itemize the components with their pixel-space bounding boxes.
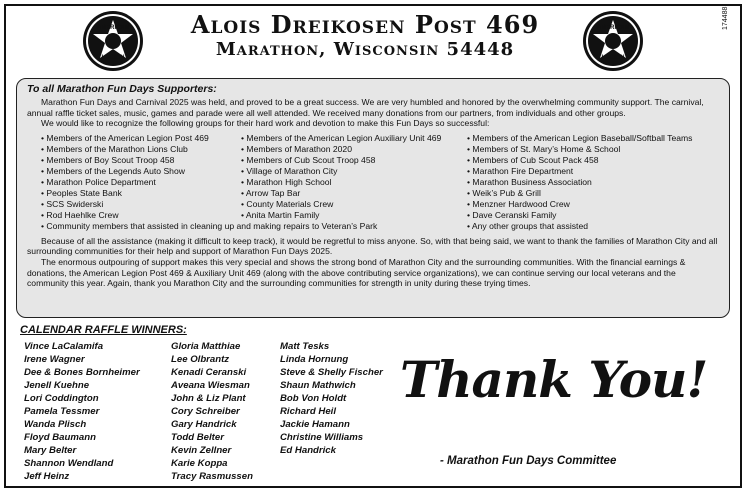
- list-item: • SCS Swiderski: [41, 199, 241, 210]
- winner-name: Tracy Rasmussen: [171, 471, 253, 482]
- list-item: • Arrow Tap Bar: [241, 188, 467, 199]
- winner-name: Floyd Baumann: [24, 432, 96, 443]
- winners-column-2: [171, 340, 253, 483]
- thank-you-script: Thank You!: [400, 350, 708, 409]
- list-item: • Members of the Marathon Lions Club: [41, 144, 241, 155]
- winner-name: Dee & Bones Bornheimer: [24, 367, 140, 378]
- winner-name: Shaun Mathwich: [280, 380, 356, 391]
- list-item: • Members of Cub Scout Pack 458: [467, 155, 707, 166]
- winner-name: Vince LaCalamifa: [24, 341, 104, 352]
- list-item: • Dave Ceranski Family: [467, 210, 707, 221]
- winner-name: John & Liz Plant: [171, 393, 246, 404]
- list-item: • Members of Boy Scout Troop 458: [41, 155, 241, 166]
- winner-name: Aveana Wiesman: [171, 380, 250, 391]
- winner-name: Kevin Zellner: [171, 445, 232, 456]
- winner-name: Gloria Matthiae: [171, 341, 241, 352]
- list-item: • Community members that assisted in cleaning up and making repairs to Veteran’s Park: [41, 221, 241, 232]
- list-item: • Anita Martin Family: [241, 210, 467, 221]
- emblem-bottom-text-left: LEGION: [101, 55, 125, 61]
- winners-heading: CALENDAR RAFFLE WINNERS:: [20, 324, 187, 336]
- winner-name: Ed Handrick: [280, 445, 336, 456]
- list-item: • Marathon Fire Department: [467, 166, 707, 177]
- winner-name: Jackie Hamann: [280, 419, 350, 430]
- winner-name: Jenell Kuehne: [24, 380, 90, 391]
- post-location: Marathon, Wisconsin 54448: [215, 39, 515, 60]
- list-item: • Members of Marathon 2020: [241, 144, 467, 155]
- list-item: • Members of the Legends Auto Show: [41, 166, 241, 177]
- winner-name: Christine Williams: [280, 432, 364, 443]
- winner-name: Shannon Wendland: [24, 458, 114, 469]
- groups-column-2: [241, 133, 467, 232]
- list-item: • Members of St. Mary’s Home & School: [467, 144, 707, 155]
- list-item: • Marathon Business Association: [467, 177, 707, 188]
- winner-name: Wanda Plisch: [24, 419, 87, 430]
- winner-name: Gary Handrick: [171, 419, 237, 430]
- emblem-top-text-left: AMERICAN: [96, 25, 130, 31]
- list-item: • Members of the American Legion Baseball/Softball Teams: [467, 133, 707, 144]
- groups-list: [41, 133, 719, 232]
- list-item: • Weik’s Pub & Grill: [467, 188, 707, 199]
- list-item: • Any other groups that assisted: [467, 221, 707, 232]
- list-item: • Members of the American Legion Auxiliary Unit 469: [241, 133, 467, 144]
- list-item: • County Materials Crew: [241, 199, 467, 210]
- list-item: • Rod Haehlke Crew: [41, 210, 241, 221]
- winner-name: Irene Wagner: [24, 354, 85, 365]
- list-item: • Members of the American Legion Post 469: [41, 133, 241, 144]
- winner-name: Kenadi Ceranski: [171, 367, 247, 378]
- winner-name: Steve & Shelly Fischer: [280, 367, 383, 378]
- groups-column-3: [467, 133, 707, 232]
- list-item: • Peoples State Bank: [41, 188, 241, 199]
- winner-name: Pamela Tessmer: [24, 406, 100, 417]
- winner-name: Linda Hornung: [280, 354, 349, 365]
- winner-name: Lee Olbrantz: [171, 354, 230, 365]
- winners-column-3: [280, 340, 383, 457]
- post-title: Alois Dreikosen Post 469: [190, 10, 540, 39]
- emblem-bottom-text-right: LEGION: [601, 55, 625, 61]
- list-item: • Village of Marathon City: [241, 166, 467, 177]
- letter-intro: Marathon Fun Days and Carnival 2025 was held, and proved to be a great success. We are very humbled and honored by the overwhelming community support. The carnival, annual raffle ticket sales, music, games and parade were all well attended. We received many donations from our partners, from individuals and other groups.: [27, 97, 704, 118]
- winner-name: Bob Von Holdt: [280, 393, 347, 404]
- winner-name: Jeff Heinz: [24, 471, 70, 482]
- winners-column-1: [24, 340, 140, 483]
- list-item: • Members of Cub Scout Troop 458: [241, 155, 467, 166]
- letter-closing-2: The enormous outpouring of support makes this very special and shows the strong bond of Marathon City and the surrounding communities. With the financial earnings & donations, the American Legion Post 469 & Auxiliary Unit 469 (along with the above contributing service organizations), we can continue serving our local veterans and the community this year. Again, thank you Marathon City and the surrounding communities for strength in unity during these trying times.: [27, 256, 686, 289]
- winner-name: Matt Tesks: [280, 341, 330, 352]
- list-item: • Menzner Hardwood Crew: [467, 199, 707, 210]
- american-legion-emblem-left: [82, 10, 144, 72]
- winner-name: Richard Heil: [280, 406, 336, 417]
- committee-signature: - Marathon Fun Days Committee: [440, 455, 617, 467]
- winner-name: Karie Koppa: [171, 458, 228, 469]
- american-legion-emblem-right: [582, 10, 644, 72]
- letter-recognize: We would like to recognize the following groups for their hard work and devotion to make this Fun Days so successful:: [41, 118, 490, 129]
- list-item: • Marathon High School: [241, 177, 467, 188]
- winner-name: Cory Schreiber: [171, 406, 240, 417]
- list-item: • Marathon Police Department: [41, 177, 241, 188]
- ad-code: 174488: [722, 6, 729, 30]
- winner-name: Mary Belter: [24, 445, 77, 456]
- thank-you-letter: [16, 78, 730, 318]
- emblem-top-text-right: AMERICAN: [596, 25, 630, 31]
- letter-greeting: To all Marathon Fun Days Supporters:: [27, 83, 217, 95]
- letter-closing-1: Because of all the assistance (making it difficult to keep track), it would be regretful to miss anyone. So, with that being said, we want to thank the families of Marathon City and all surrounding communities for their help and support of Marathon Fun Days 2025.: [27, 235, 718, 257]
- winner-name: Lori Coddington: [24, 393, 99, 404]
- winner-name: Todd Belter: [171, 432, 224, 443]
